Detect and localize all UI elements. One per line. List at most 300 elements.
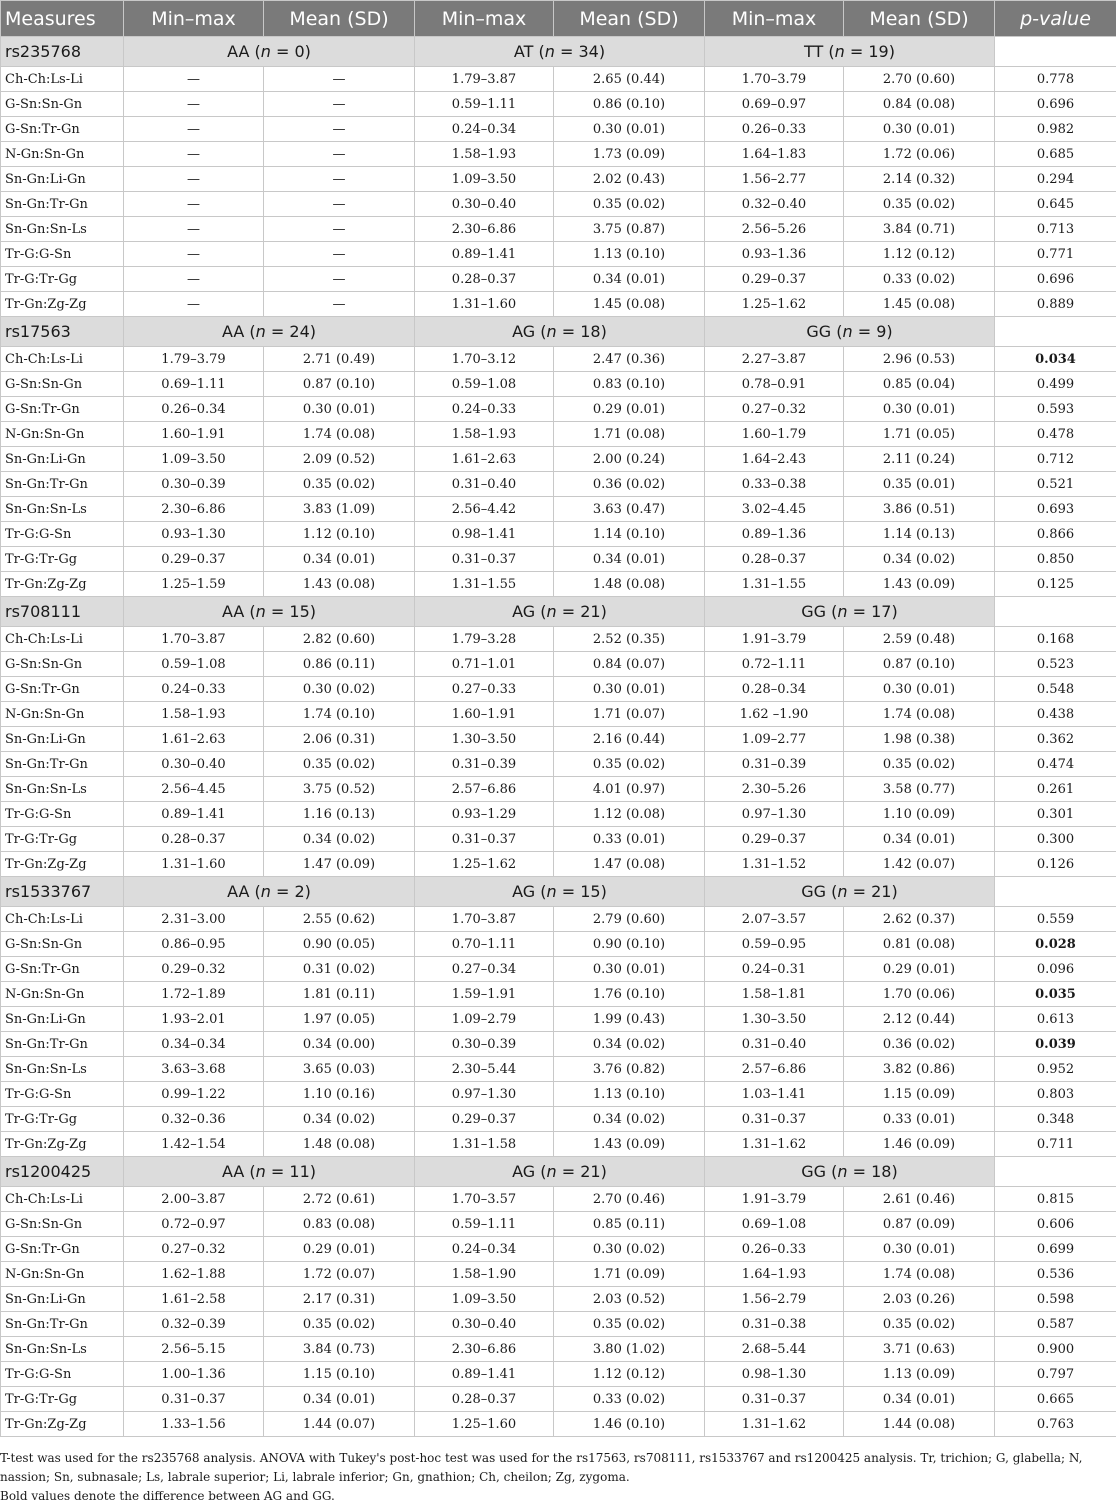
mean-sd-cell: 0.30 (0.02) [264, 677, 415, 702]
mean-sd-cell: 0.87 (0.10) [264, 372, 415, 397]
snp-label: rs1533767 [1, 877, 124, 907]
min-max-cell: 1.70–3.87 [124, 627, 264, 652]
measure-cell: Tr-Gn:Zg-Zg [1, 572, 124, 597]
mean-sd-cell: 0.34 (0.01) [554, 267, 705, 292]
mean-sd-cell: 0.34 (0.01) [264, 547, 415, 572]
min-max-cell: 0.31–0.39 [705, 752, 844, 777]
min-max-cell: — [124, 192, 264, 217]
p-value-cell: 0.039 [995, 1032, 1116, 1057]
mean-sd-cell: — [264, 142, 415, 167]
mean-sd-cell: 1.12 (0.12) [844, 242, 995, 267]
min-max-cell: 1.70–3.12 [415, 347, 554, 372]
table-row [1, 982, 1116, 1007]
min-max-cell: 2.56–5.26 [705, 217, 844, 242]
mean-sd-cell: 3.71 (0.63) [844, 1337, 995, 1362]
min-max-cell: 1.30–3.50 [415, 727, 554, 752]
measure-cell: G-Sn:Tr-Gn [1, 1237, 124, 1262]
mean-sd-cell: 2.72 (0.61) [264, 1187, 415, 1212]
mean-sd-cell: 1.98 (0.38) [844, 727, 995, 752]
mean-sd-cell: 0.30 (0.01) [844, 397, 995, 422]
p-value-cell: 0.125 [995, 572, 1116, 597]
min-max-cell: 2.68–5.44 [705, 1337, 844, 1362]
mean-sd-cell: 1.12 (0.08) [554, 802, 705, 827]
mean-sd-cell: 0.30 (0.02) [554, 1237, 705, 1262]
measure-cell: N-Gn:Sn-Gn [1, 982, 124, 1007]
min-max-cell: 1.09–3.50 [415, 1287, 554, 1312]
min-max-cell: 3.02–4.45 [705, 497, 844, 522]
mean-sd-cell: 0.35 (0.02) [844, 1312, 995, 1337]
mean-sd-cell: 0.35 (0.02) [554, 192, 705, 217]
min-max-cell: 1.09–3.50 [124, 447, 264, 472]
table-row [1, 1007, 1116, 1032]
table-row [1, 92, 1116, 117]
mean-sd-cell: 0.35 (0.02) [264, 1312, 415, 1337]
table-row [1, 217, 1116, 242]
measure-cell: Sn-Gn:Sn-Ls [1, 1057, 124, 1082]
min-max-cell: 1.62–1.88 [124, 1262, 264, 1287]
table-row [1, 117, 1116, 142]
mean-sd-cell: — [264, 117, 415, 142]
mean-sd-cell: 2.03 (0.52) [554, 1287, 705, 1312]
mean-sd-cell: — [264, 292, 415, 317]
p-value-cell: 0.645 [995, 192, 1116, 217]
table-row [1, 727, 1116, 752]
table-row [1, 547, 1116, 572]
mean-sd-cell: 1.10 (0.09) [844, 802, 995, 827]
min-max-cell: — [124, 167, 264, 192]
genotype-label: AA (n = 11) [124, 1157, 415, 1187]
min-max-cell: 0.27–0.32 [705, 397, 844, 422]
mean-sd-cell: 3.86 (0.51) [844, 497, 995, 522]
snp-label: rs235768 [1, 37, 124, 67]
table-row [1, 1132, 1116, 1157]
mean-sd-cell: 2.70 (0.60) [844, 67, 995, 92]
mean-sd-cell: 1.14 (0.13) [844, 522, 995, 547]
min-max-cell: 0.59–1.11 [415, 1212, 554, 1237]
measure-cell: Tr-G:G-Sn [1, 802, 124, 827]
min-max-cell: 0.29–0.37 [415, 1107, 554, 1132]
mean-sd-cell: 0.30 (0.01) [844, 117, 995, 142]
measure-cell: G-Sn:Sn-Gn [1, 652, 124, 677]
measure-cell: G-Sn:Sn-Gn [1, 372, 124, 397]
measure-cell: Sn-Gn:Li-Gn [1, 447, 124, 472]
mean-sd-cell: 0.35 (0.02) [844, 192, 995, 217]
mean-sd-cell: 0.31 (0.02) [264, 957, 415, 982]
min-max-cell: 1.91–3.79 [705, 627, 844, 652]
min-max-cell: 0.31–0.37 [415, 827, 554, 852]
min-max-cell: 0.29–0.37 [705, 267, 844, 292]
table-footnote [0, 1449, 1112, 1506]
mean-sd-cell: 0.30 (0.01) [554, 957, 705, 982]
p-value-cell: 0.866 [995, 522, 1116, 547]
min-max-cell: 0.26–0.33 [705, 117, 844, 142]
min-max-cell: 3.63–3.68 [124, 1057, 264, 1082]
p-value-cell: 0.548 [995, 677, 1116, 702]
min-max-cell: 2.57–6.86 [415, 777, 554, 802]
p-value-cell: 0.362 [995, 727, 1116, 752]
min-max-cell: 2.00–3.87 [124, 1187, 264, 1212]
min-max-cell: 1.64–2.43 [705, 447, 844, 472]
min-max-cell: 0.28–0.37 [415, 267, 554, 292]
mean-sd-cell: 3.82 (0.86) [844, 1057, 995, 1082]
min-max-cell: 0.31–0.37 [705, 1107, 844, 1132]
min-max-cell: 0.69–1.11 [124, 372, 264, 397]
header-mean-sd-2: Mean (SD) [554, 1, 705, 37]
p-value-cell: 0.712 [995, 447, 1116, 472]
mean-sd-cell: 0.36 (0.02) [554, 472, 705, 497]
min-max-cell: 1.60–1.91 [415, 702, 554, 727]
p-value-cell: 0.478 [995, 422, 1116, 447]
table-row [1, 1212, 1116, 1237]
mean-sd-cell: 1.71 (0.05) [844, 422, 995, 447]
table-row [1, 142, 1116, 167]
table-row [1, 932, 1116, 957]
measure-cell: N-Gn:Sn-Gn [1, 1262, 124, 1287]
p-value-cell: 0.900 [995, 1337, 1116, 1362]
measure-cell: Sn-Gn:Sn-Ls [1, 217, 124, 242]
mean-sd-cell: 1.13 (0.10) [554, 1082, 705, 1107]
mean-sd-cell: 1.15 (0.10) [264, 1362, 415, 1387]
min-max-cell: 0.31–0.40 [705, 1032, 844, 1057]
p-value-cell: 0.850 [995, 547, 1116, 572]
mean-sd-cell: 0.34 (0.02) [264, 827, 415, 852]
min-max-cell: 1.61–2.58 [124, 1287, 264, 1312]
min-max-cell: 1.79–3.28 [415, 627, 554, 652]
measure-cell: Tr-G:G-Sn [1, 1362, 124, 1387]
min-max-cell: 0.98–1.30 [705, 1362, 844, 1387]
min-max-cell: 1.58–1.93 [124, 702, 264, 727]
min-max-cell: 1.03–1.41 [705, 1082, 844, 1107]
table-row [1, 777, 1116, 802]
min-max-cell: 0.32–0.40 [705, 192, 844, 217]
p-value-cell: 0.699 [995, 1237, 1116, 1262]
p-value-cell: 0.593 [995, 397, 1116, 422]
min-max-cell: 0.59–1.08 [124, 652, 264, 677]
min-max-cell: 1.56–2.77 [705, 167, 844, 192]
min-max-cell: 0.24–0.33 [415, 397, 554, 422]
mean-sd-cell: 0.87 (0.10) [844, 652, 995, 677]
mean-sd-cell: 1.14 (0.10) [554, 522, 705, 547]
min-max-cell: — [124, 142, 264, 167]
mean-sd-cell: 0.34 (0.01) [554, 547, 705, 572]
min-max-cell: 1.58–1.93 [415, 422, 554, 447]
p-value-cell: 0.696 [995, 92, 1116, 117]
genotype-label: GG (n = 9) [705, 317, 995, 347]
measure-cell: Ch-Ch:Ls-Li [1, 67, 124, 92]
mean-sd-cell: 0.86 (0.11) [264, 652, 415, 677]
min-max-cell: 0.99–1.22 [124, 1082, 264, 1107]
genotype-label: AA (n = 15) [124, 597, 415, 627]
table-row [1, 652, 1116, 677]
min-max-cell: 0.97–1.30 [415, 1082, 554, 1107]
p-value-cell: 0.523 [995, 652, 1116, 677]
min-max-cell: 1.91–3.79 [705, 1187, 844, 1212]
p-value-cell: 0.713 [995, 217, 1116, 242]
min-max-cell: 1.31–1.60 [415, 292, 554, 317]
min-max-cell: 1.58–1.93 [415, 142, 554, 167]
mean-sd-cell: 2.09 (0.52) [264, 447, 415, 472]
min-max-cell: 0.30–0.39 [124, 472, 264, 497]
table-row [1, 957, 1116, 982]
genotype-label: AG (n = 21) [415, 1157, 705, 1187]
min-max-cell: 0.31–0.40 [415, 472, 554, 497]
genotype-label: AT (n = 34) [415, 37, 705, 67]
mean-sd-cell: — [264, 267, 415, 292]
min-max-cell: 1.33–1.56 [124, 1412, 264, 1437]
mean-sd-cell: 2.16 (0.44) [554, 727, 705, 752]
min-max-cell: 1.42–1.54 [124, 1132, 264, 1157]
table-row [1, 1337, 1116, 1362]
mean-sd-cell: 1.47 (0.08) [554, 852, 705, 877]
mean-sd-cell: 0.34 (0.02) [554, 1107, 705, 1132]
p-value-cell: 0.028 [995, 932, 1116, 957]
min-max-cell: 0.24–0.31 [705, 957, 844, 982]
genotype-label: TT (n = 19) [705, 37, 995, 67]
mean-sd-cell: — [264, 67, 415, 92]
min-max-cell: 1.31–1.62 [705, 1132, 844, 1157]
header-min-max-1: Min–max [124, 1, 264, 37]
table-row [1, 907, 1116, 932]
mean-sd-cell: 1.72 (0.07) [264, 1262, 415, 1287]
mean-sd-cell: 0.83 (0.10) [554, 372, 705, 397]
p-value-cell: 0.711 [995, 1132, 1116, 1157]
min-max-cell: 1.25–1.60 [415, 1412, 554, 1437]
min-max-cell: 0.26–0.33 [705, 1237, 844, 1262]
min-max-cell: 1.72–1.89 [124, 982, 264, 1007]
footnote-methods: T-test was used for the rs235768 analysis. ANOVA with Tukey's post-hoc test was used for the rs17563, rs708111, rs1533767 and rs1200425 analysis. Tr, trichion; G, glabella; N, nassion; Sn, subnasale; Ls, labrale superior; Li, labrale inferior; Gn, gnathion; Ch, cheilon; Zg, zygoma. [0, 1449, 1112, 1487]
mean-sd-cell: 0.81 (0.08) [844, 932, 995, 957]
mean-sd-cell: 0.33 (0.01) [844, 1107, 995, 1132]
mean-sd-cell: 2.71 (0.49) [264, 347, 415, 372]
min-max-cell: 0.78–0.91 [705, 372, 844, 397]
p-value-cell: 0.587 [995, 1312, 1116, 1337]
mean-sd-cell: 0.29 (0.01) [264, 1237, 415, 1262]
measure-cell: Ch-Ch:Ls-Li [1, 907, 124, 932]
measure-cell: G-Sn:Tr-Gn [1, 957, 124, 982]
min-max-cell: 1.70–3.57 [415, 1187, 554, 1212]
mean-sd-cell: 1.81 (0.11) [264, 982, 415, 1007]
measure-cell: Sn-Gn:Tr-Gn [1, 1312, 124, 1337]
table-row [1, 677, 1116, 702]
min-max-cell: 1.60–1.91 [124, 422, 264, 447]
table-row [1, 1262, 1116, 1287]
mean-sd-cell: 0.34 (0.02) [264, 1107, 415, 1132]
mean-sd-cell: 1.16 (0.13) [264, 802, 415, 827]
group-p-value-empty [995, 597, 1116, 627]
measure-cell: Ch-Ch:Ls-Li [1, 347, 124, 372]
measure-cell: Tr-G:Tr-Gg [1, 1387, 124, 1412]
min-max-cell: 0.31–0.37 [415, 547, 554, 572]
p-value-cell: 0.889 [995, 292, 1116, 317]
table-row [1, 752, 1116, 777]
mean-sd-cell: 3.65 (0.03) [264, 1057, 415, 1082]
measure-cell: N-Gn:Sn-Gn [1, 422, 124, 447]
mean-sd-cell: 2.59 (0.48) [844, 627, 995, 652]
min-max-cell: — [124, 67, 264, 92]
mean-sd-cell: 3.58 (0.77) [844, 777, 995, 802]
p-value-cell: 0.771 [995, 242, 1116, 267]
min-max-cell: 1.00–1.36 [124, 1362, 264, 1387]
mean-sd-cell: 3.84 (0.73) [264, 1337, 415, 1362]
mean-sd-cell: — [264, 217, 415, 242]
table-row [1, 192, 1116, 217]
min-max-cell: 2.07–3.57 [705, 907, 844, 932]
min-max-cell: 0.93–1.29 [415, 802, 554, 827]
mean-sd-cell: 0.35 (0.02) [554, 752, 705, 777]
genotype-label: AA (n = 0) [124, 37, 415, 67]
measure-cell: N-Gn:Sn-Gn [1, 142, 124, 167]
header-mean-sd-1: Mean (SD) [264, 1, 415, 37]
min-max-cell: 0.70–1.11 [415, 932, 554, 957]
min-max-cell: 0.32–0.36 [124, 1107, 264, 1132]
mean-sd-cell: 1.71 (0.07) [554, 702, 705, 727]
table-row [1, 267, 1116, 292]
measure-cell: G-Sn:Tr-Gn [1, 117, 124, 142]
p-value-cell: 0.168 [995, 627, 1116, 652]
min-max-cell: 1.31–1.62 [705, 1412, 844, 1437]
p-value-cell: 0.685 [995, 142, 1116, 167]
mean-sd-cell: 2.11 (0.24) [844, 447, 995, 472]
min-max-cell: 0.34–0.34 [124, 1032, 264, 1057]
min-max-cell: 0.72–0.97 [124, 1212, 264, 1237]
p-value-cell: 0.696 [995, 267, 1116, 292]
p-value-cell: 0.096 [995, 957, 1116, 982]
min-max-cell: 2.56–4.42 [415, 497, 554, 522]
p-value-cell: 0.803 [995, 1082, 1116, 1107]
mean-sd-cell: 1.97 (0.05) [264, 1007, 415, 1032]
min-max-cell: — [124, 242, 264, 267]
mean-sd-cell: 0.87 (0.09) [844, 1212, 995, 1237]
p-value-cell: 0.261 [995, 777, 1116, 802]
mean-sd-cell: 3.83 (1.09) [264, 497, 415, 522]
min-max-cell: 0.27–0.32 [124, 1237, 264, 1262]
min-max-cell: — [124, 292, 264, 317]
mean-sd-cell: 0.34 (0.01) [264, 1387, 415, 1412]
mean-sd-cell: — [264, 92, 415, 117]
mean-sd-cell: 0.33 (0.01) [554, 827, 705, 852]
measure-cell: Tr-Gn:Zg-Zg [1, 1132, 124, 1157]
min-max-cell: 1.62 –1.90 [705, 702, 844, 727]
min-max-cell: 0.29–0.37 [705, 827, 844, 852]
genotype-label: AG (n = 15) [415, 877, 705, 907]
min-max-cell: 0.29–0.37 [124, 547, 264, 572]
table-row [1, 627, 1116, 652]
min-max-cell: 0.97–1.30 [705, 802, 844, 827]
p-value-cell: 0.693 [995, 497, 1116, 522]
table-row [1, 372, 1116, 397]
min-max-cell: — [124, 92, 264, 117]
min-max-cell: 0.89–1.36 [705, 522, 844, 547]
min-max-cell: 0.72–1.11 [705, 652, 844, 677]
p-value-cell: 0.982 [995, 117, 1116, 142]
min-max-cell: 0.69–0.97 [705, 92, 844, 117]
min-max-cell: 1.31–1.52 [705, 852, 844, 877]
p-value-cell: 0.559 [995, 907, 1116, 932]
measure-cell: Ch-Ch:Ls-Li [1, 1187, 124, 1212]
min-max-cell: 1.61–2.63 [415, 447, 554, 472]
group-p-value-empty [995, 1157, 1116, 1187]
p-value-cell: 0.797 [995, 1362, 1116, 1387]
genotype-label: AA (n = 2) [124, 877, 415, 907]
mean-sd-cell: 0.35 (0.01) [844, 472, 995, 497]
mean-sd-cell: 0.33 (0.02) [554, 1387, 705, 1412]
min-max-cell: 2.56–5.15 [124, 1337, 264, 1362]
p-value-cell: 0.300 [995, 827, 1116, 852]
mean-sd-cell: 2.12 (0.44) [844, 1007, 995, 1032]
mean-sd-cell: 1.44 (0.08) [844, 1412, 995, 1437]
genotype-label: GG (n = 21) [705, 877, 995, 907]
genotype-label: GG (n = 17) [705, 597, 995, 627]
min-max-cell: 1.70–3.87 [415, 907, 554, 932]
measure-cell: G-Sn:Tr-Gn [1, 397, 124, 422]
measure-cell: Sn-Gn:Li-Gn [1, 1007, 124, 1032]
mean-sd-cell: 0.30 (0.01) [264, 397, 415, 422]
mean-sd-cell: 2.06 (0.31) [264, 727, 415, 752]
min-max-cell: 0.28–0.37 [415, 1387, 554, 1412]
measure-cell: G-Sn:Sn-Gn [1, 92, 124, 117]
min-max-cell: 2.27–3.87 [705, 347, 844, 372]
table-row [1, 1107, 1116, 1132]
mean-sd-cell: 2.47 (0.36) [554, 347, 705, 372]
table-row [1, 167, 1116, 192]
mean-sd-cell: 2.03 (0.26) [844, 1287, 995, 1312]
table-row [1, 242, 1116, 267]
mean-sd-cell: 2.96 (0.53) [844, 347, 995, 372]
snp-group-row [1, 877, 1116, 907]
table-row [1, 1032, 1116, 1057]
header-mean-sd-3: Mean (SD) [844, 1, 995, 37]
p-value-cell: 0.034 [995, 347, 1116, 372]
min-max-cell: 0.98–1.41 [415, 522, 554, 547]
min-max-cell: 1.31–1.60 [124, 852, 264, 877]
min-max-cell: 0.26–0.34 [124, 397, 264, 422]
mean-sd-cell: 0.35 (0.02) [264, 752, 415, 777]
snp-label: rs708111 [1, 597, 124, 627]
measure-cell: Ch-Ch:Ls-Li [1, 627, 124, 652]
mean-sd-cell: 1.74 (0.08) [844, 1262, 995, 1287]
min-max-cell: 0.93–1.36 [705, 242, 844, 267]
measure-cell: Tr-Gn:Zg-Zg [1, 852, 124, 877]
min-max-cell: — [124, 217, 264, 242]
min-max-cell: 1.58–1.81 [705, 982, 844, 1007]
mean-sd-cell: 1.71 (0.08) [554, 422, 705, 447]
genotype-label: AA (n = 24) [124, 317, 415, 347]
mean-sd-cell: 0.35 (0.02) [554, 1312, 705, 1337]
table-row [1, 1287, 1116, 1312]
min-max-cell: 0.32–0.39 [124, 1312, 264, 1337]
min-max-cell: 2.30–5.44 [415, 1057, 554, 1082]
measure-cell: Sn-Gn:Tr-Gn [1, 752, 124, 777]
measure-cell: Tr-Gn:Zg-Zg [1, 1412, 124, 1437]
measure-cell: Sn-Gn:Tr-Gn [1, 472, 124, 497]
mean-sd-cell: 2.17 (0.31) [264, 1287, 415, 1312]
mean-sd-cell: 0.90 (0.05) [264, 932, 415, 957]
mean-sd-cell: 0.90 (0.10) [554, 932, 705, 957]
mean-sd-cell: 0.35 (0.02) [264, 472, 415, 497]
snp-group-row [1, 597, 1116, 627]
mean-sd-cell: 0.86 (0.10) [554, 92, 705, 117]
p-value-cell: 0.606 [995, 1212, 1116, 1237]
mean-sd-cell: 2.65 (0.44) [554, 67, 705, 92]
table-row [1, 1412, 1116, 1437]
min-max-cell: 1.79–3.79 [124, 347, 264, 372]
snp-group-row [1, 37, 1116, 67]
table-row [1, 827, 1116, 852]
mean-sd-cell: 1.13 (0.09) [844, 1362, 995, 1387]
measure-cell: Sn-Gn:Sn-Ls [1, 497, 124, 522]
mean-sd-cell: 0.34 (0.02) [844, 547, 995, 572]
mean-sd-cell: 0.34 (0.01) [844, 827, 995, 852]
